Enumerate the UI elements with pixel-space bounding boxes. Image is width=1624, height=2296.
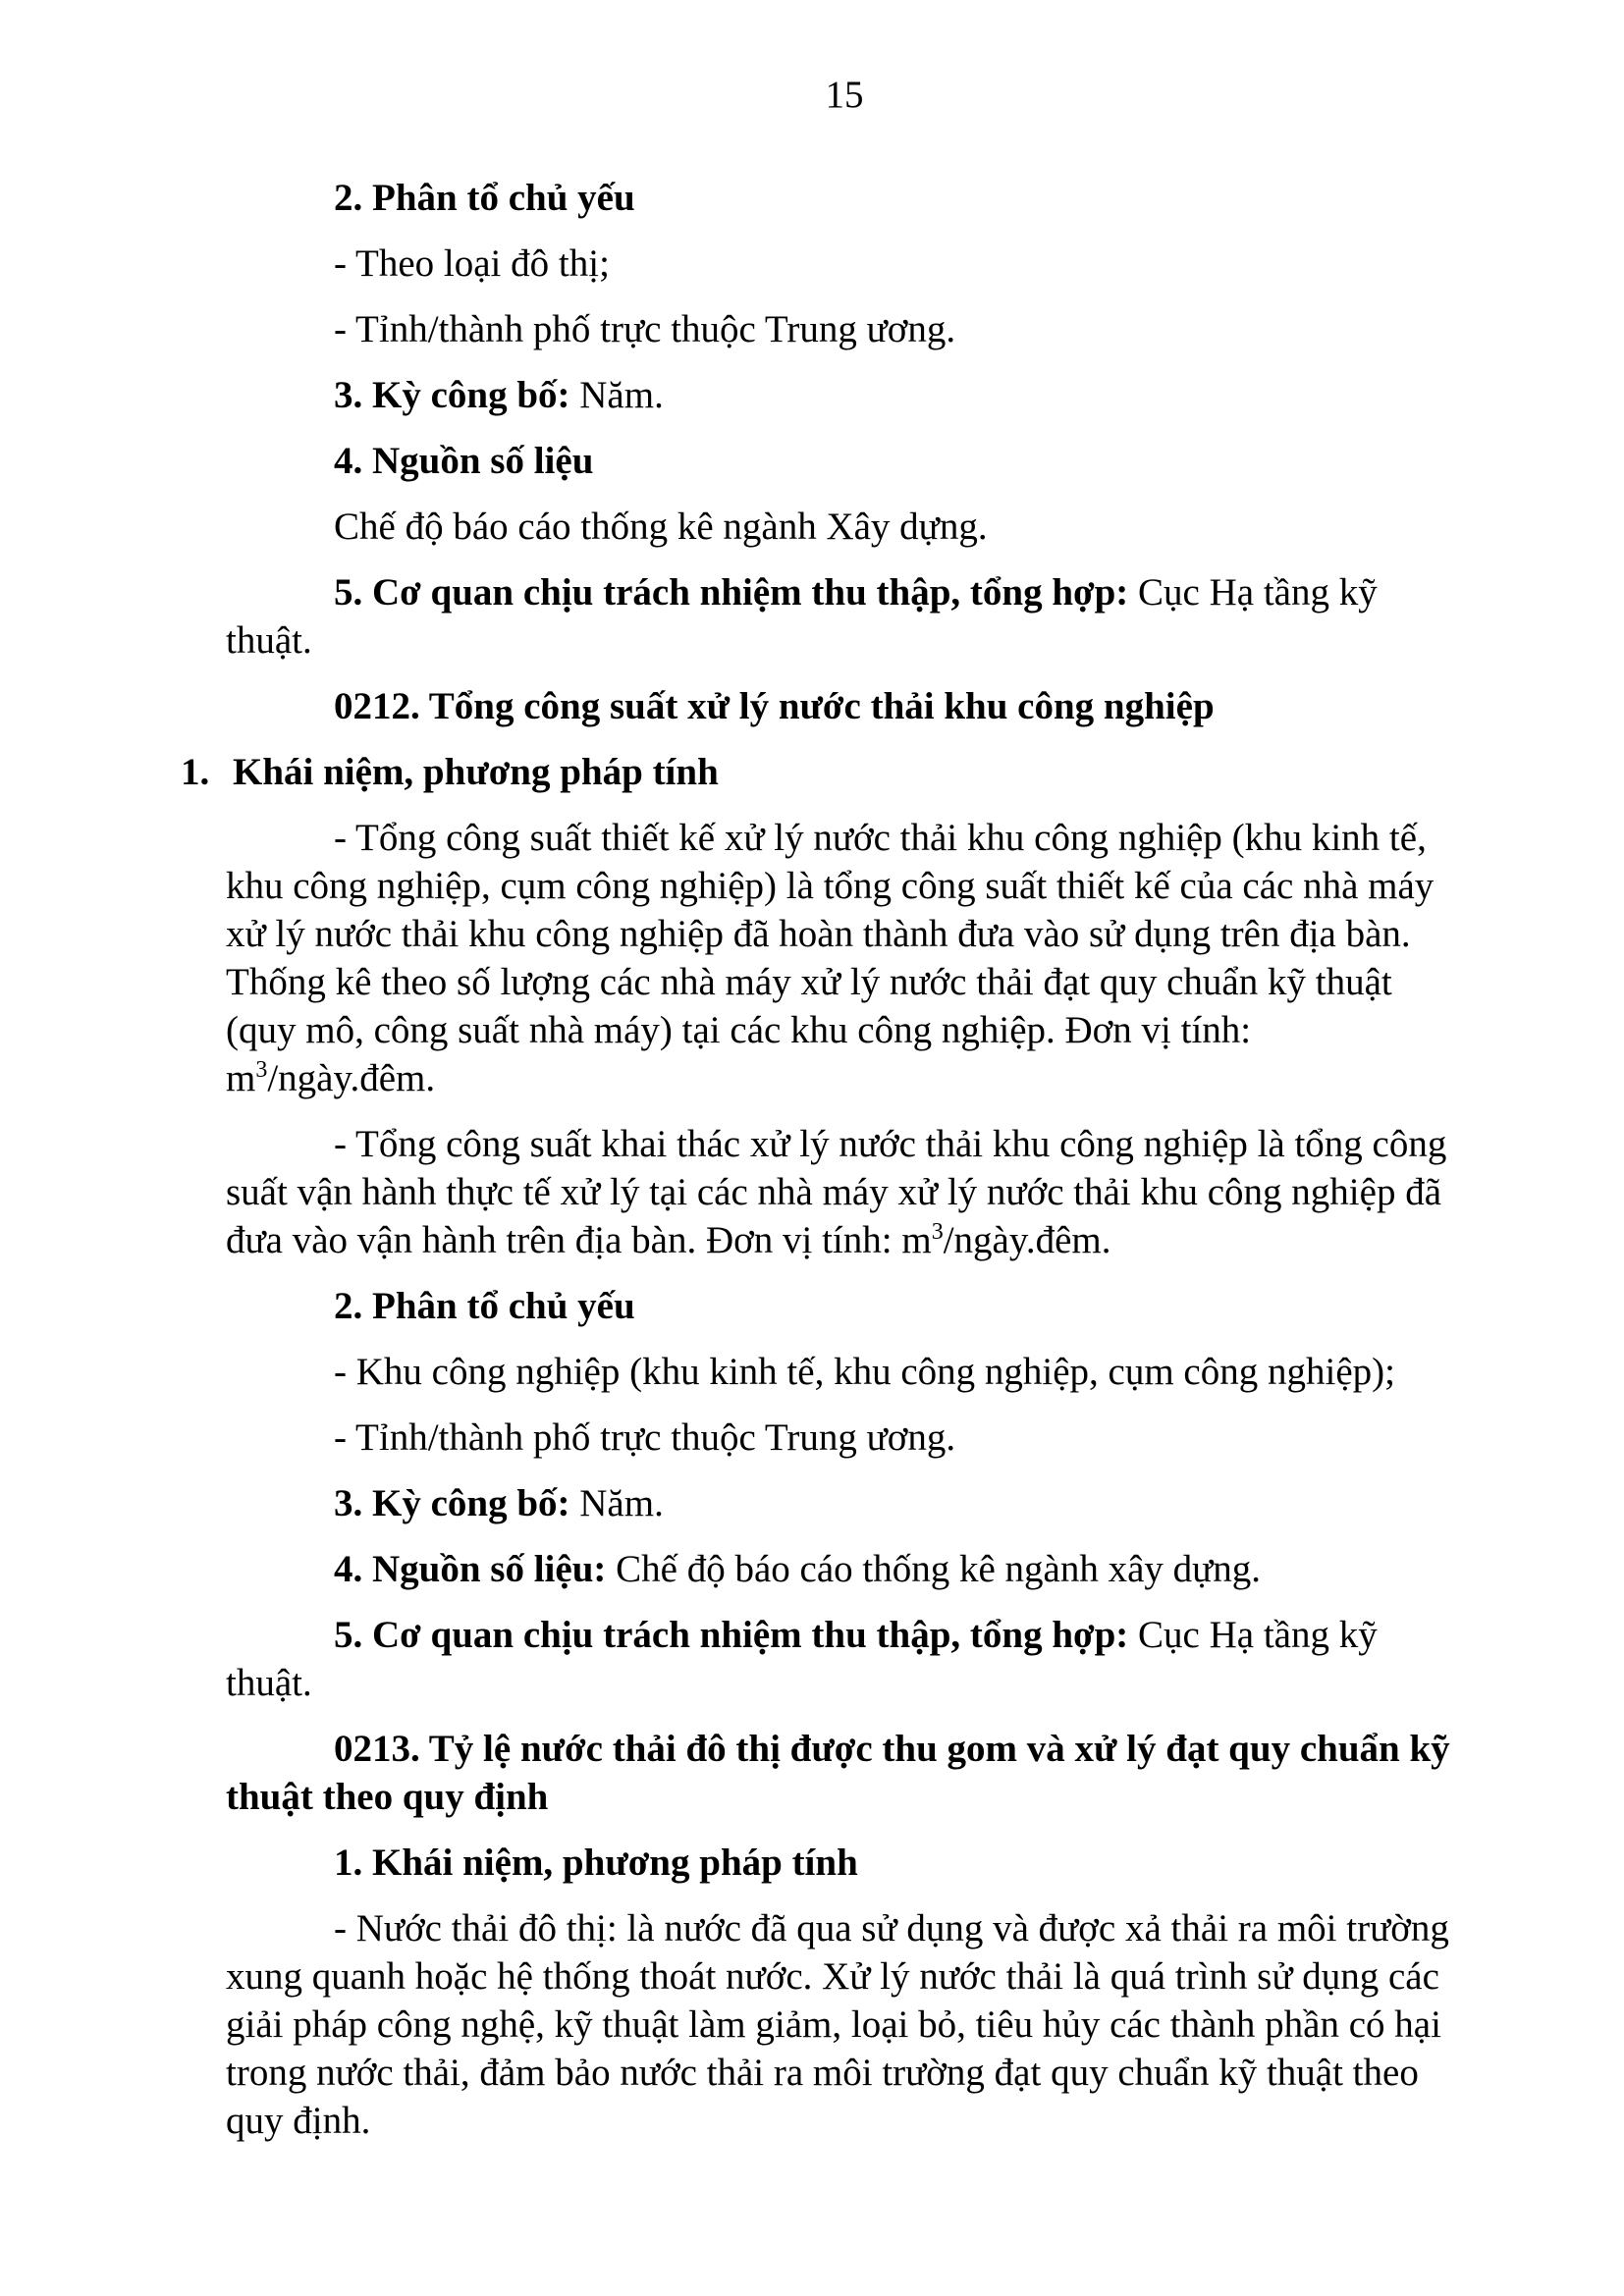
text-line: thuật theo quy định [226,1776,549,1818]
text-line: trong nước thải, đảm bảo nước thải ra môi trường đạt quy chuẩn kỹ thuật theo [226,2052,1419,2094]
list-item-tinh-thanh-pho-1 [226,305,1463,353]
text-line: - Khu công nghiệp (khu kinh tế, khu công nghiệp, cụm công nghiệp); [334,1351,1395,1393]
text-line: - Tỉnh/thành phố trực thuộc Trung ương. [334,1416,956,1459]
heading-phan-to-chu-yeu-2 [226,1282,1463,1330]
text-line: 3. Kỳ công bố: Năm. [334,374,664,416]
list-item-khu-cong-nghiep [226,1348,1463,1396]
text-line: (quy mô, công suất nhà máy) tại các khu công nghiệp. Đơn vị tính: [226,1009,1252,1051]
text-line: Chế độ báo cáo thống kê ngành Xây dựng. [334,506,988,548]
text-line: 4. Nguồn số liệu: Chế độ báo cáo thống kê ngành xây dựng. [334,1548,1262,1590]
heading-nguon-so-lieu-1 [226,437,1463,485]
text-line: - Nước thải đô thị: là nước đã qua sử dụng và được xả thải ra môi trường [334,1907,1449,1949]
heading-co-quan-2 [226,1611,1463,1707]
text-line: 15 [825,74,864,116]
text-line: 4. Nguồn số liệu [334,440,594,482]
heading-khai-niem-2 [226,1839,1463,1887]
heading-ky-cong-bo-1 [226,371,1463,419]
text-line: quy định. [226,2100,371,2142]
text-line: - Tổng công suất thiết kế xử lý nước thải khu công nghiệp (khu kinh tế, [334,817,1427,859]
para-nuoc-thai-do-thi [226,1904,1463,2145]
list-number: 1. [181,751,210,793]
text-line: khu công nghiệp, cụm công nghiệp) là tổng công suất thiết kế của các nhà máy [226,865,1435,907]
text-line: - Theo loại đô thị; [334,242,610,285]
heading-co-quan-1 [226,568,1463,665]
heading-0213 [226,1725,1463,1821]
text-line: $m^3/ngày.đêm$. [226,1057,436,1099]
text-line: xử lý nước thải khu công nghiệp đã hoàn thành đưa vào sử dụng trên địa bàn. [226,913,1411,955]
text-line: giải pháp công nghệ, kỹ thuật làm giảm, loại bỏ, tiêu hủy các thành phần có hại [226,2003,1441,2046]
list-item-theo-loai-do-thi [226,240,1463,288]
heading-ky-cong-bo-2 [226,1479,1463,1527]
text-line: xung quanh hoặc hệ thống thoát nước. Xử lý nước thải là quá trình sử dụng các [226,1955,1439,1998]
text-line: - Tỉnh/thành phố trực thuộc Trung ương. [334,308,956,350]
text-line: 3. Kỳ công bố: Năm. [334,1482,664,1524]
para-che-do-bao-cao [226,503,1463,551]
text-line: 2. Phân tổ chủ yếu [334,177,635,219]
list-item-tinh-thanh-pho-2 [226,1414,1463,1462]
para-tong-cong-suat-thiet-ke [226,814,1463,1102]
page-number [226,71,1463,119]
text-line: suất vận hành thực tế xử lý tại các nhà máy xử lý nước thải khu công nghiệp đã [226,1171,1442,1213]
text-line: đưa vào vận hành trên địa bàn. Đơn vị tính: $m^3/ngày.đêm$. [226,1219,1111,1261]
heading-0212 [226,682,1463,730]
heading-text: Khái niệm, phương pháp tính [233,751,719,793]
text-line: Thống kê theo số lượng các nhà máy xử lý nước thải đạt quy chuẩn kỹ thuật [226,961,1392,1003]
heading-khai-niem-1 [181,748,1463,796]
text-line: 5. Cơ quan chịu trách nhiệm thu thập, tổng hợp: Cục Hạ tầng kỹ thuật. [226,571,1378,662]
text-line: 0212. Tổng công suất xử lý nước thải khu công nghiệp [334,685,1215,727]
text-line: 1. Khái niệm, phương pháp tính [334,1842,858,1884]
text-line: - Tổng công suất khai thác xử lý nước thải khu công nghiệp là tổng công [334,1123,1447,1165]
para-tong-cong-suat-khai-thac [226,1120,1463,1264]
heading-nguon-so-lieu-2 [226,1545,1463,1593]
text-line: 2. Phân tổ chủ yếu [334,1285,635,1327]
text-line: 5. Cơ quan chịu trách nhiệm thu thập, tổng hợp: Cục Hạ tầng kỹ thuật. [226,1614,1378,1704]
text-line: 0213. Tỷ lệ nước thải đô thị được thu gom và xử lý đạt quy chuẩn kỹ [334,1728,1450,1770]
heading-phan-to-chu-yeu-1 [226,174,1463,222]
